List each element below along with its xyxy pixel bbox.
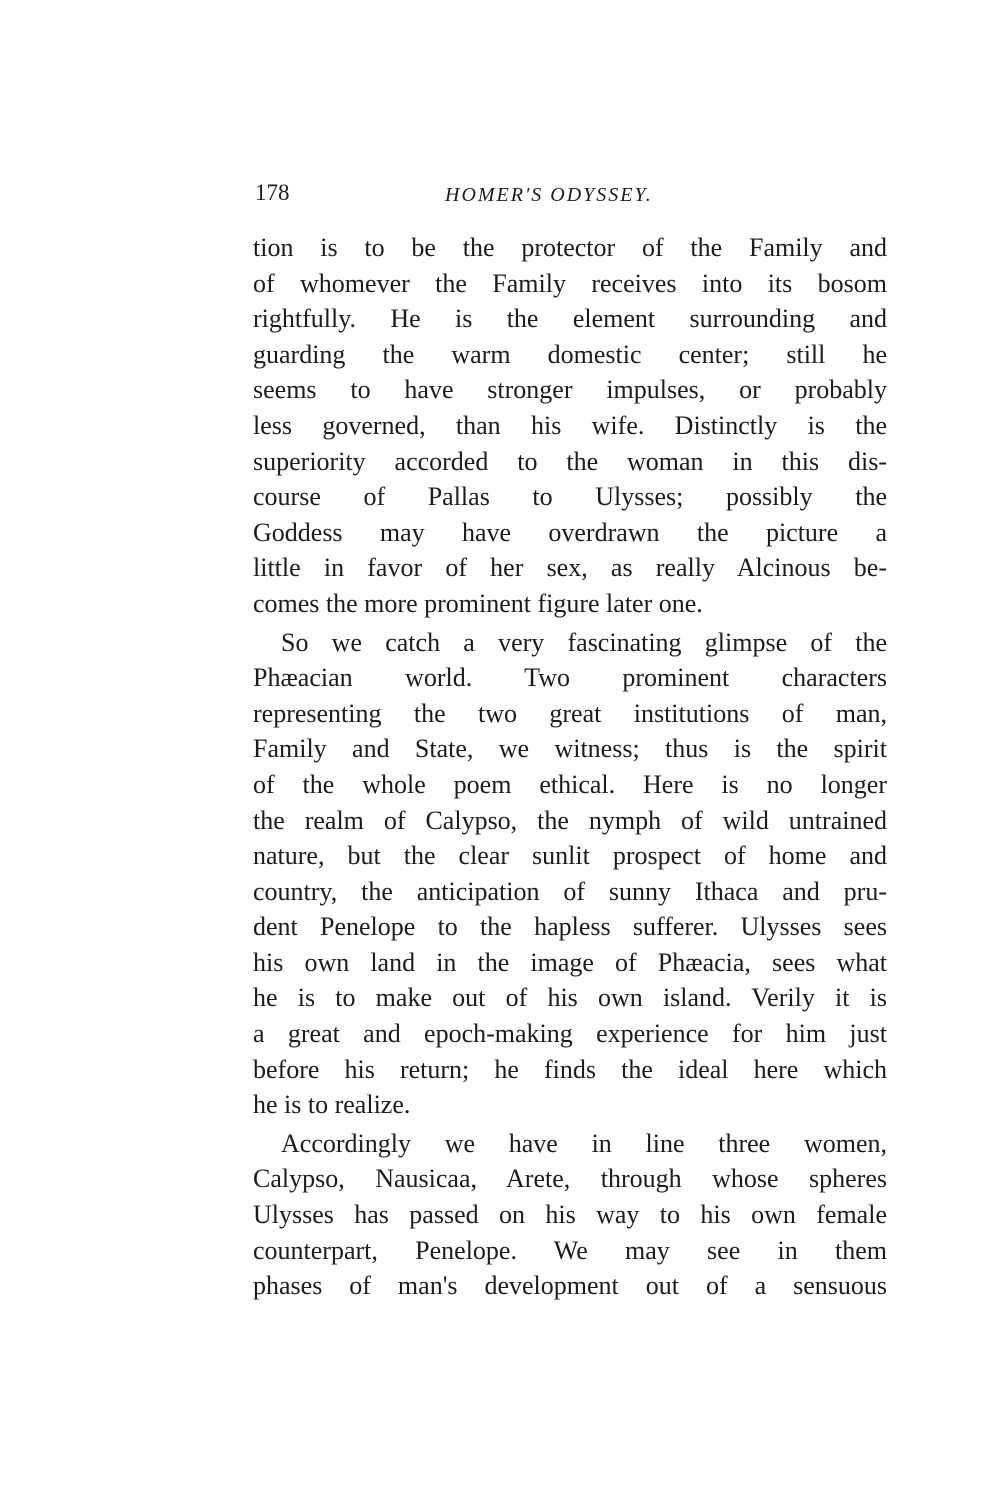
text-line: of the whole poem ethical. Here is no longer <box>253 769 887 799</box>
text-line: superiority accorded to the woman in this dis- <box>253 446 887 476</box>
text-line: seems to have stronger impulses, or probably <box>253 375 887 405</box>
text-line: Calypso, Nausicaa, Arete, through whose spheres <box>253 1164 887 1194</box>
text-line: phases of man's development out of a sensuous <box>253 1271 887 1301</box>
text-line: Ulysses has passed on his way to his own female <box>253 1200 887 1230</box>
text-line: a great and epoch-making experience for him just <box>253 1019 887 1049</box>
text-line: Family and State, we witness; thus is the spirit <box>253 734 887 764</box>
text-line: he is to make out of his own island. Verily it is <box>253 983 887 1013</box>
text-line: country, the anticipation of sunny Ithaca and pru- <box>253 876 887 906</box>
text-line: So we catch a very fascinating glimpse of the <box>281 627 887 657</box>
text-line: nature, but the clear sunlit prospect of home and <box>253 841 887 871</box>
page-number: 178 <box>255 180 290 205</box>
text-line: of whomever the Family receives into its bosom <box>253 268 887 298</box>
running-head <box>255 178 885 212</box>
text-line: counterpart, Penelope. We may see in them <box>253 1235 887 1265</box>
text-line: rightfully. He is the element surrounding and <box>253 304 887 334</box>
text-line: tion is to be the protector of the Family and <box>253 233 887 262</box>
text-line: little in favor of her sex, as really Alcinous be- <box>253 553 887 583</box>
text-line: the realm of Calypso, the nymph of wild untrained <box>253 805 887 835</box>
paragraph-3 <box>253 1126 887 1304</box>
body-text <box>253 230 887 1304</box>
text-line: his own land in the image of Phæacia, sees what <box>253 947 887 977</box>
running-title: HOMER'S ODYSSEY. <box>445 184 653 206</box>
text-line: less governed, than his wife. Distinctly is the <box>253 410 887 440</box>
text-line: dent Penelope to the hapless sufferer. Ulysses sees <box>253 912 887 942</box>
text-line: Goddess may have overdrawn the picture a <box>253 517 887 547</box>
text-line: Accordingly we have in line three women, <box>281 1128 887 1158</box>
text-line: course of Pallas to Ulysses; possibly the <box>253 482 887 512</box>
text-line: he is to realize. <box>253 1090 411 1120</box>
text-line: guarding the warm domestic center; still he <box>253 339 887 369</box>
text-line: Phæacian world. Two prominent characters <box>253 663 887 693</box>
paragraph-2 <box>253 625 887 1123</box>
text-line: before his return; he finds the ideal here which <box>253 1054 887 1084</box>
text-line: representing the two great institutions of man, <box>253 698 887 728</box>
text-line: comes the more prominent figure later one. <box>253 588 703 618</box>
paragraph-1 <box>253 230 887 622</box>
